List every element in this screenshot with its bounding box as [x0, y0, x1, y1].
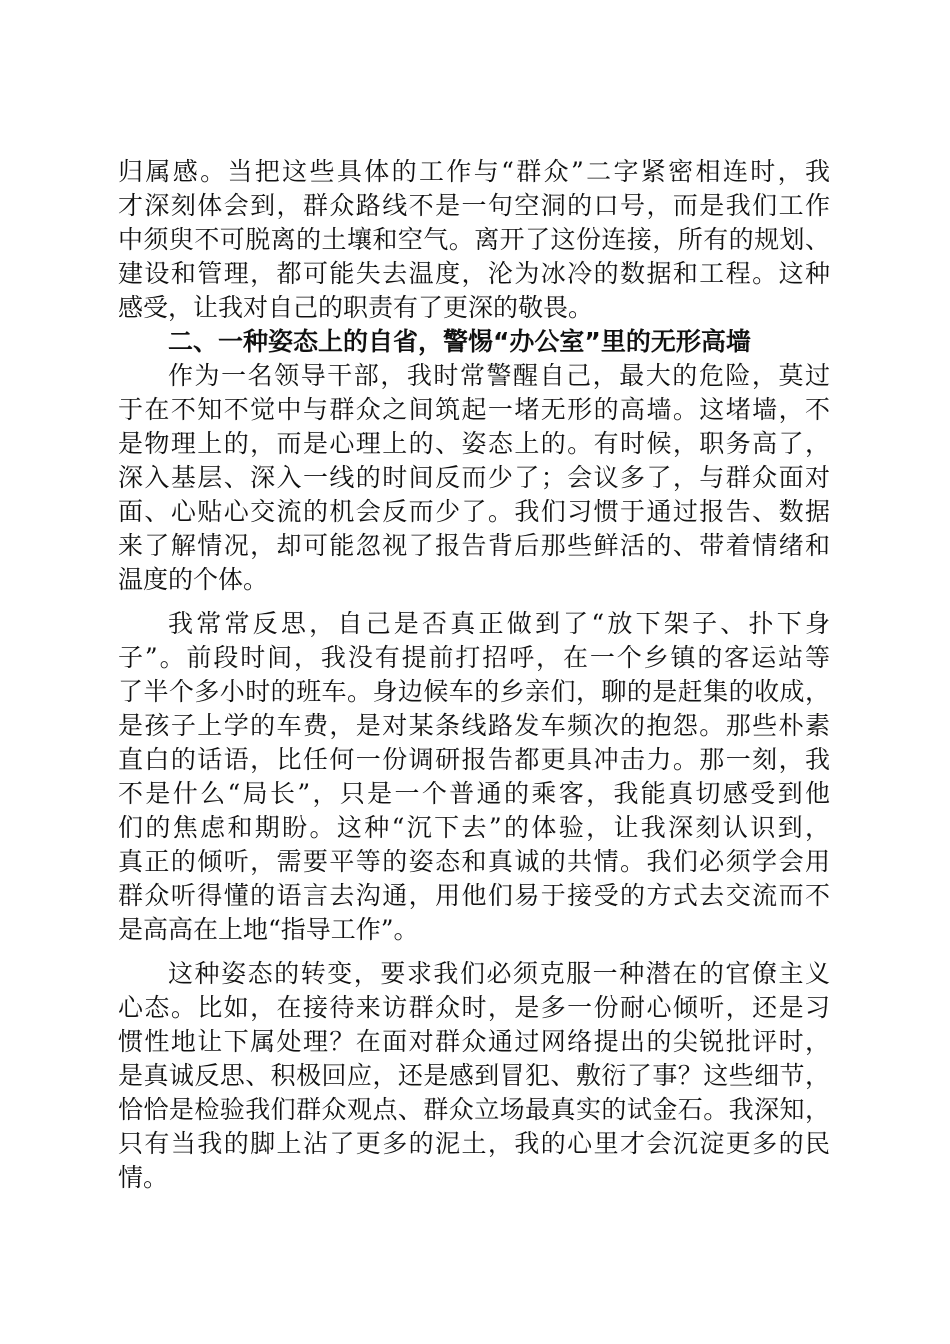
paragraph-line: 惯性地让下属处理？在面对群众通过网络提出的尖锐批评时，: [118, 1027, 830, 1056]
paragraph-line: 情。: [118, 1163, 169, 1192]
paragraph-line: 是孩子上学的车费，是对某条线路发车频次的抱怨。那些朴素: [118, 711, 830, 740]
paragraph-line: 我常常反思，自己是否真正做到了“放下架子、扑下身: [168, 609, 830, 638]
paragraph-line: 们的焦虑和期盼。这种“沉下去”的体验，让我深刻认识到，: [118, 813, 830, 842]
paragraph-line: 是物理上的，而是心理上的、姿态上的。有时候，职务高了，: [118, 429, 830, 458]
paragraph-line: 真正的倾听，需要平等的姿态和真诚的共情。我们必须学会用: [118, 847, 830, 876]
paragraph-line: 恰恰是检验我们群众观点、群众立场最真实的试金石。我深知，: [118, 1095, 830, 1124]
paragraph-line: 这种姿态的转变，要求我们必须克服一种潜在的官僚主义: [168, 959, 830, 988]
paragraph-line: 不是什么“局长”，只是一个普通的乘客，我能真切感受到他: [118, 779, 830, 808]
paragraph-line: 心态。比如，在接待来访群众时，是多一份耐心倾听，还是习: [118, 993, 830, 1022]
paragraph-line: 是真诚反思、积极回应，还是感到冒犯、敷衍了事？这些细节，: [118, 1061, 830, 1090]
paragraph-line: 于在不知不觉中与群众之间筑起一堵无形的高墙。这堵墙，不: [118, 395, 830, 424]
paragraph-line: 感受，让我对自己的职责有了更深的敬畏。: [118, 293, 594, 322]
paragraph-line: 中须臾不可脱离的土壤和空气。离开了这份连接，所有的规划、: [118, 225, 830, 254]
paragraph-line: 才深刻体会到，群众路线不是一句空洞的口号，而是我们工作: [118, 191, 830, 220]
paragraph-line: 面、心贴心交流的机会反而少了。我们习惯于通过报告、数据: [118, 497, 830, 526]
section-heading: 二、一种姿态上的自省，警惕“办公室”里的无形高墙: [168, 327, 751, 356]
paragraph-line: 归属感。当把这些具体的工作与“群众”二字紧密相连时，我: [118, 157, 830, 186]
paragraph-line: 了半个多小时的班车。身边候车的乡亲们，聊的是赶集的收成，: [118, 677, 830, 706]
paragraph-line: 来了解情况，却可能忽视了报告背后那些鲜活的、带着情绪和: [118, 531, 830, 560]
paragraph-line: 温度的个体。: [118, 565, 269, 594]
paragraph-line: 作为一名领导干部，我时常警醒自己，最大的危险，莫过: [168, 361, 830, 390]
paragraph-line: 直白的话语，比任何一份调研报告都更具冲击力。那一刻，我: [118, 745, 830, 774]
paragraph-line: 子”。前段时间，我没有提前打招呼，在一个乡镇的客运站等: [118, 643, 830, 672]
paragraph-line: 群众听得懂的语言去沟通，用他们易于接受的方式去交流而不: [118, 881, 830, 910]
paragraph-line: 只有当我的脚上沾了更多的泥土，我的心里才会沉淀更多的民: [118, 1129, 830, 1158]
paragraph-line: 是高高在上地“指导工作”。: [118, 915, 419, 944]
paragraph-line: 深入基层、深入一线的时间反而少了；会议多了，与群众面对: [118, 463, 830, 492]
paragraph-line: 建设和管理，都可能失去温度，沦为冰冷的数据和工程。这种: [118, 259, 830, 288]
